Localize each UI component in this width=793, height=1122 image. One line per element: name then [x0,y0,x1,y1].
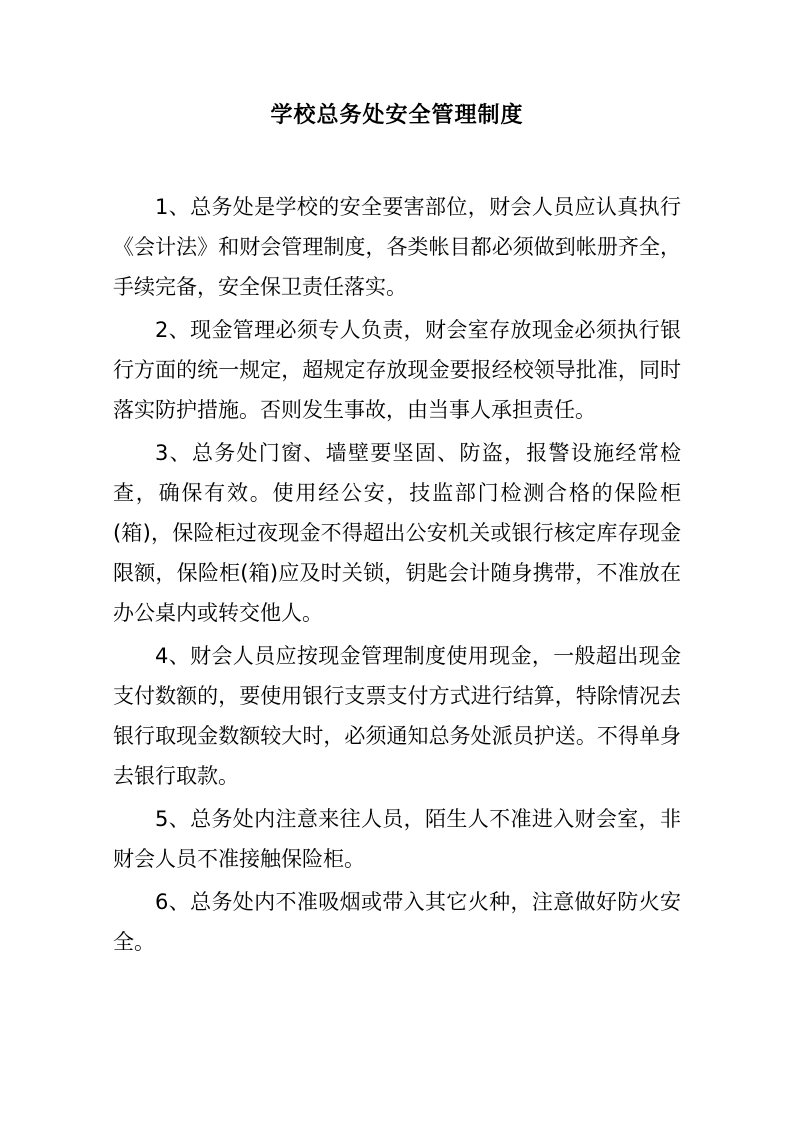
paragraph-3: 3、总务处门窗、墙壁要坚固、防盗，报警设施经常检查，确保有效。使用经公安，技监部门检测合格的保险柜(箱)，保险柜过夜现金不得超出公安机关或银行核定库存现金限额，保险柜(箱)应及时关锁，钥匙会计随身携带，不准放在办公桌内或转交他人。 [113,441,681,625]
document-title: 学校总务处安全管理制度 [270,103,524,128]
paragraph-6: 6、总务处内不准吸烟或带入其它火种，注意做好防火安全。 [113,890,681,954]
document-body [113,187,681,962]
paragraph-5: 5、总务处内注意来往人员，陌生人不准进入财会室，非财会人员不准接触保险柜。 [113,807,681,871]
paragraph-4: 4、财会人员应按现金管理制度使用现金，一般超出现金支付数额的，要使用银行支票支付方式进行结算，特除情况去银行取现金数额较大时，必须通知总务处派员护送。不得单身去银行取款。 [113,644,681,788]
paragraph-1: 1、总务处是学校的安全要害部位，财会人员应认真执行《会计法》和财会管理制度，各类帐目都必须做到帐册齐全，手续完备，安全保卫责任落实。 [113,195,681,299]
paragraph-2: 2、现金管理必须专人负责，财会室存放现金必须执行银行方面的统一规定，超规定存放现金要报经校领导批准，同时落实防护措施。否则发生事故，由当事人承担责任。 [113,318,681,422]
